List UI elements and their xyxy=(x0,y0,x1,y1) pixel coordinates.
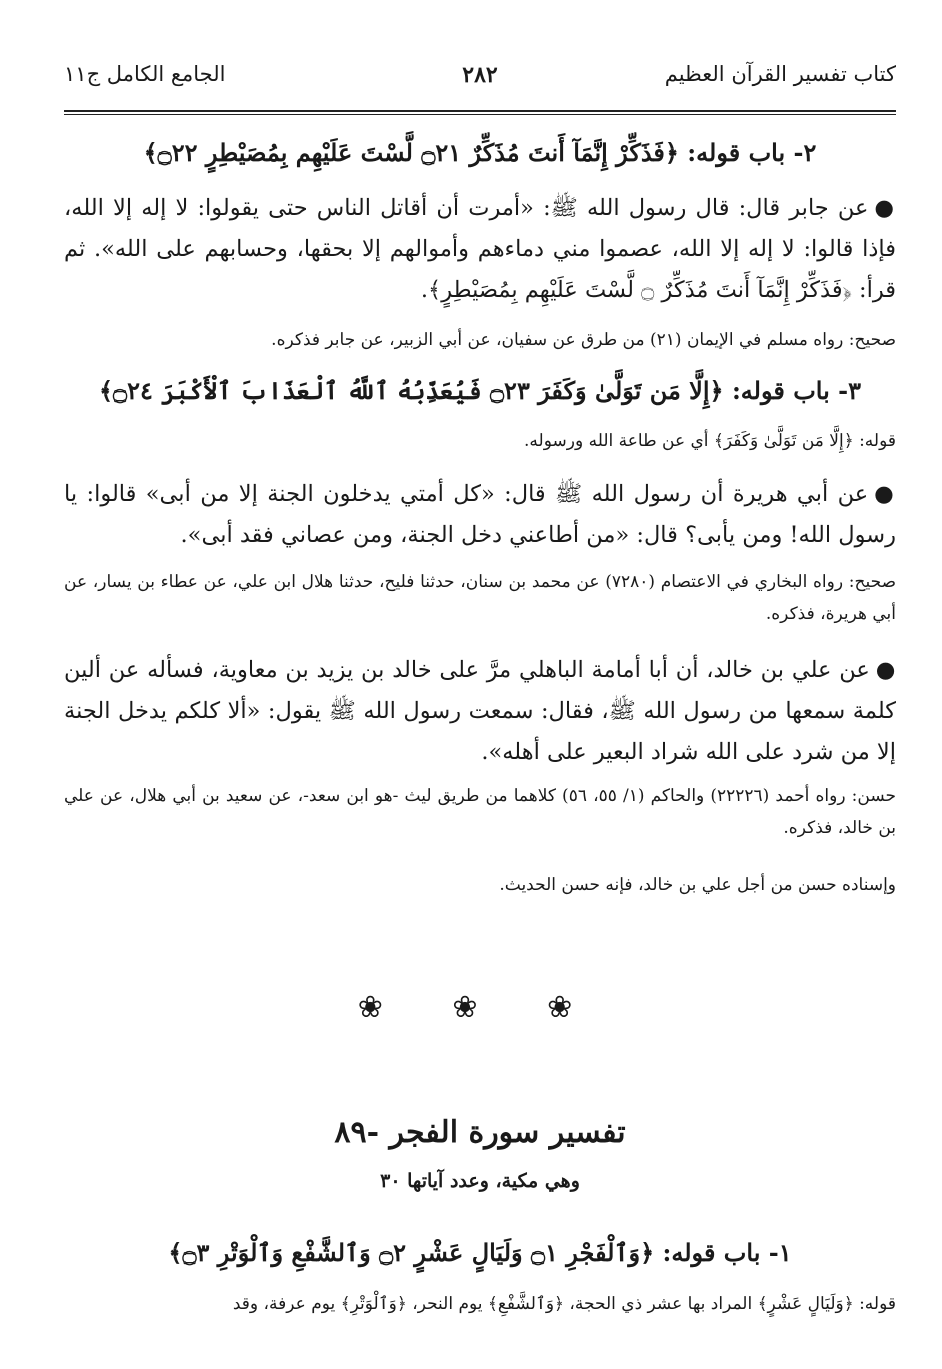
takhrij-note-2: صحيح: رواه البخاري في الاعتصام (٧٢٨٠) عن محمد بن سنان، حدثنا فليح، حدثنا هلال ابن علي، عن عطاء بن يسار، عن أبي هريرة، فذكره. xyxy=(64,572,896,624)
hadith-text: عن أبي هريرة أن رسول الله ﷺ قال: «كل أمتي يدخلون الجنة إلا من أبى» قالوا: يا رسول الله! ومن يأبى؟ قال: «من أطاعني دخل الجنة، ومن عصاني فقد أبى». xyxy=(64,481,896,548)
takhrij-note-3: حسن: رواه أحمد (٢٢٢٢٦) والحاكم (١/ ٥٥، ٥٦) كلاهما من طريق ليث -هو ابن سعد-، عن سعيد بن أبي هلال، عن علي بن خالد، فذكره. xyxy=(64,786,897,838)
volume-label: الجامع الكامل ج١١ xyxy=(64,62,226,86)
hadith-jabir xyxy=(64,188,896,311)
surah-title: تفسير سورة الفجر -٨٩ xyxy=(334,1115,626,1150)
page-number: ٢٨٢ xyxy=(462,62,498,88)
commentary-fajr: قوله: ﴿وَلَيَالٍ عَشْرٍ﴾ المراد بها عشر ذي الحجة، ﴿وَٱلشَّفْعِ﴾ يوم النحر، ﴿وَٱلْوَتْرِ﴾ يوم عرفة، وقد xyxy=(232,1294,896,1314)
bullet-icon: ● xyxy=(874,481,896,507)
hadith-ali-bin-khalid xyxy=(64,650,896,773)
chapter-heading-3: ٣- باب قوله: ﴿إِلَّا مَن تَوَلَّىٰ وَكَفَرَ ۝٢٣ فَيُعَذِّبُهُ ٱللَّهُ ٱلْعَذَابَ ٱلْأَكْبَرَ ۝٢٤﴾ xyxy=(98,376,861,405)
commentary-note: قوله: ﴿إِلَّا مَن تَوَلَّىٰ وَكَفَرَ﴾ أي عن طاعة الله ورسوله. xyxy=(524,431,896,451)
book-title: كتاب تفسير القرآن العظيم xyxy=(664,62,896,86)
surah-subtitle: وهي مكية، وعدد آياتها ٣٠ xyxy=(380,1170,580,1192)
chapter-heading-fajr-1: ١- باب قوله: ﴿وَٱلْفَجْرِ ۝١ وَلَيَالٍ عَشْرٍ ۝٢ وَٱلشَّفْعِ وَٱلْوَتْرِ ۝٣﴾ xyxy=(168,1238,792,1267)
hadith-text: عن جابر قال: قال رسول الله ﷺ: «أمرت أن أقاتل الناس حتى يقولوا: لا إله إلا الله، فإذا قالوا: لا إله إلا الله، عصموا مني دماءهم وأموالهم إلا بحقها، وحسابهم على الله». ثم قرأ: ﴿فَذَكِّرْ إِنَّمَآ أَنتَ مُذَكِّرٌ ۝ لَّسْتَ عَلَيْهِم بِمُصَيْطِرٍ﴾. xyxy=(64,195,896,303)
isnad-note: وإسناده حسن من أجل علي بن خالد، فإنه حسن الحديث. xyxy=(499,875,896,895)
bullet-icon: ● xyxy=(874,195,896,221)
page-header xyxy=(64,62,896,102)
header-rule-thin xyxy=(64,114,896,115)
header-rule-thick xyxy=(64,110,896,112)
chapter-heading-2: ٢- باب قوله: ﴿فَذَكِّرْ إِنَّمَآ أَنتَ مُذَكِّرٌ ۝٢١ لَّسْتَ عَلَيْهِم بِمُصَيْطِرٍ ۝٢٢﴾ xyxy=(143,138,817,167)
bullet-icon: ● xyxy=(875,657,896,683)
ornament-divider: ❀ ❀ ❀ xyxy=(357,990,603,1025)
takhrij-note-1: صحيح: رواه مسلم في الإيمان (٢١) من طرق عن سفيان، عن أبي الزبير، عن جابر فذكره. xyxy=(271,330,896,350)
book-page xyxy=(64,0,896,1369)
hadith-abu-hurayra xyxy=(64,474,896,556)
hadith-text: عن علي بن خالد، أن أبا أمامة الباهلي مرَّ على خالد بن يزيد بن معاوية، فسأله عن ألين كلمة سمعها من رسول الله ﷺ، فقال: سمعت رسول الله ﷺ يقول: «ألا كلكم يدخل الجنة إلا من شرد على الله شراد البعير على أهله». xyxy=(64,657,896,765)
